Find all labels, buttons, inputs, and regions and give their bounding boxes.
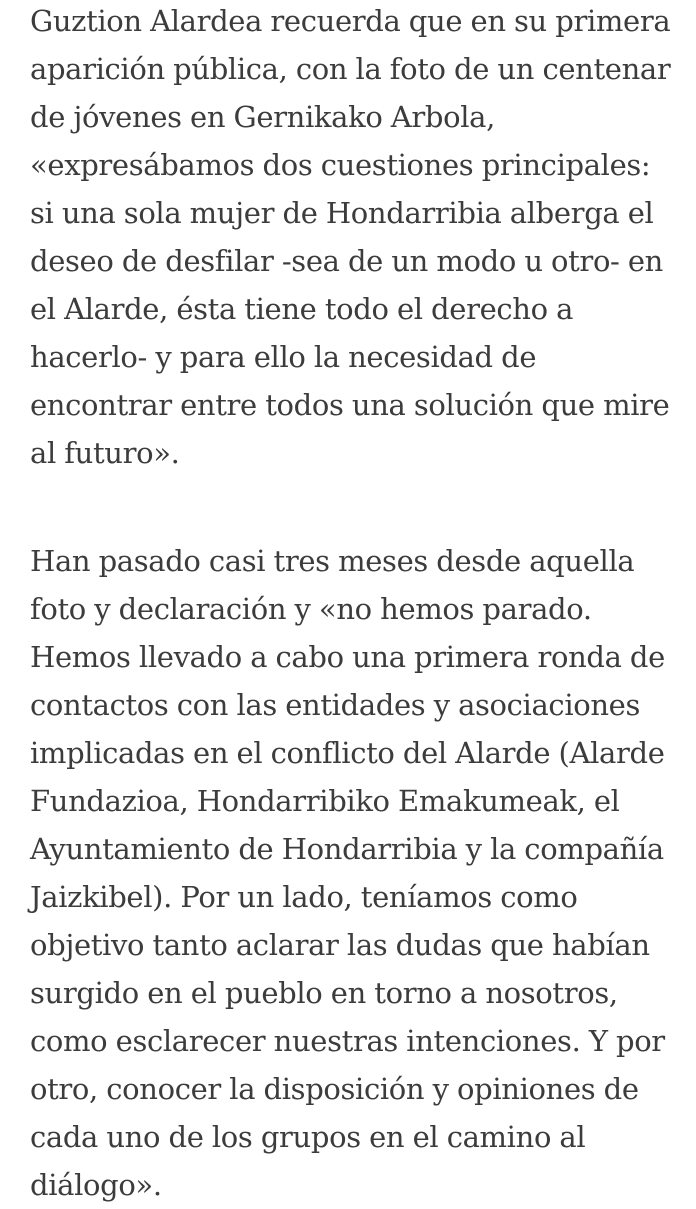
paragraph-line: deseo de desfilar -sea de un modo u otro- en (30, 244, 664, 278)
paragraph-line: si una sola mujer de Hondarribia alberga el (30, 196, 654, 230)
paragraph-line: el Alarde, ésta tiene todo el derecho a (30, 292, 574, 326)
paragraph-line: foto y declaración y «no hemos parado. (30, 592, 592, 626)
paragraph-line: Jaizkibel). Por un lado, teníamos como (30, 880, 578, 914)
paragraph-line: Ayuntamiento de Hondarribia y la compañía (30, 832, 664, 866)
paragraph-line: Guztion Alardea recuerda que en su primera (30, 4, 671, 38)
paragraph-line: de jóvenes en Gernikako Arbola, (30, 100, 495, 134)
paragraph-line: diálogo». (30, 1168, 162, 1202)
article-paragraph-2 (30, 537, 665, 1209)
paragraph-line: como esclarecer nuestras intenciones. Y por (30, 1024, 665, 1058)
article-paragraph-1 (30, 0, 670, 477)
paragraph-line: implicadas en el conflicto del Alarde (Alarde (30, 736, 665, 770)
paragraph-line: contactos con las entidades y asociaciones (30, 688, 641, 722)
paragraph-line: Han pasado casi tres meses desde aquella (30, 544, 635, 578)
paragraph-line: al futuro». (30, 436, 180, 470)
paragraph-line: cada uno de los grupos en el camino al (30, 1120, 586, 1154)
paragraph-line: objetivo tanto aclarar las dudas que habían (30, 928, 650, 962)
paragraph-line: «expresábamos dos cuestiones principales: (30, 148, 651, 182)
paragraph-line: encontrar entre todos una solución que mire (30, 388, 670, 422)
paragraph-line: Fundazioa, Hondarribiko Emakumeak, el (30, 784, 620, 818)
paragraph-line: hacerlo- y para ello la necesidad de (30, 340, 537, 374)
paragraph-line: aparición pública, con la foto de un centenar (30, 52, 671, 86)
paragraph-line: otro, conocer la disposición y opiniones de (30, 1072, 639, 1106)
paragraph-line: surgido en el pueblo en torno a nosotros, (30, 976, 618, 1010)
paragraph-line: Hemos llevado a cabo una primera ronda de (30, 640, 665, 674)
